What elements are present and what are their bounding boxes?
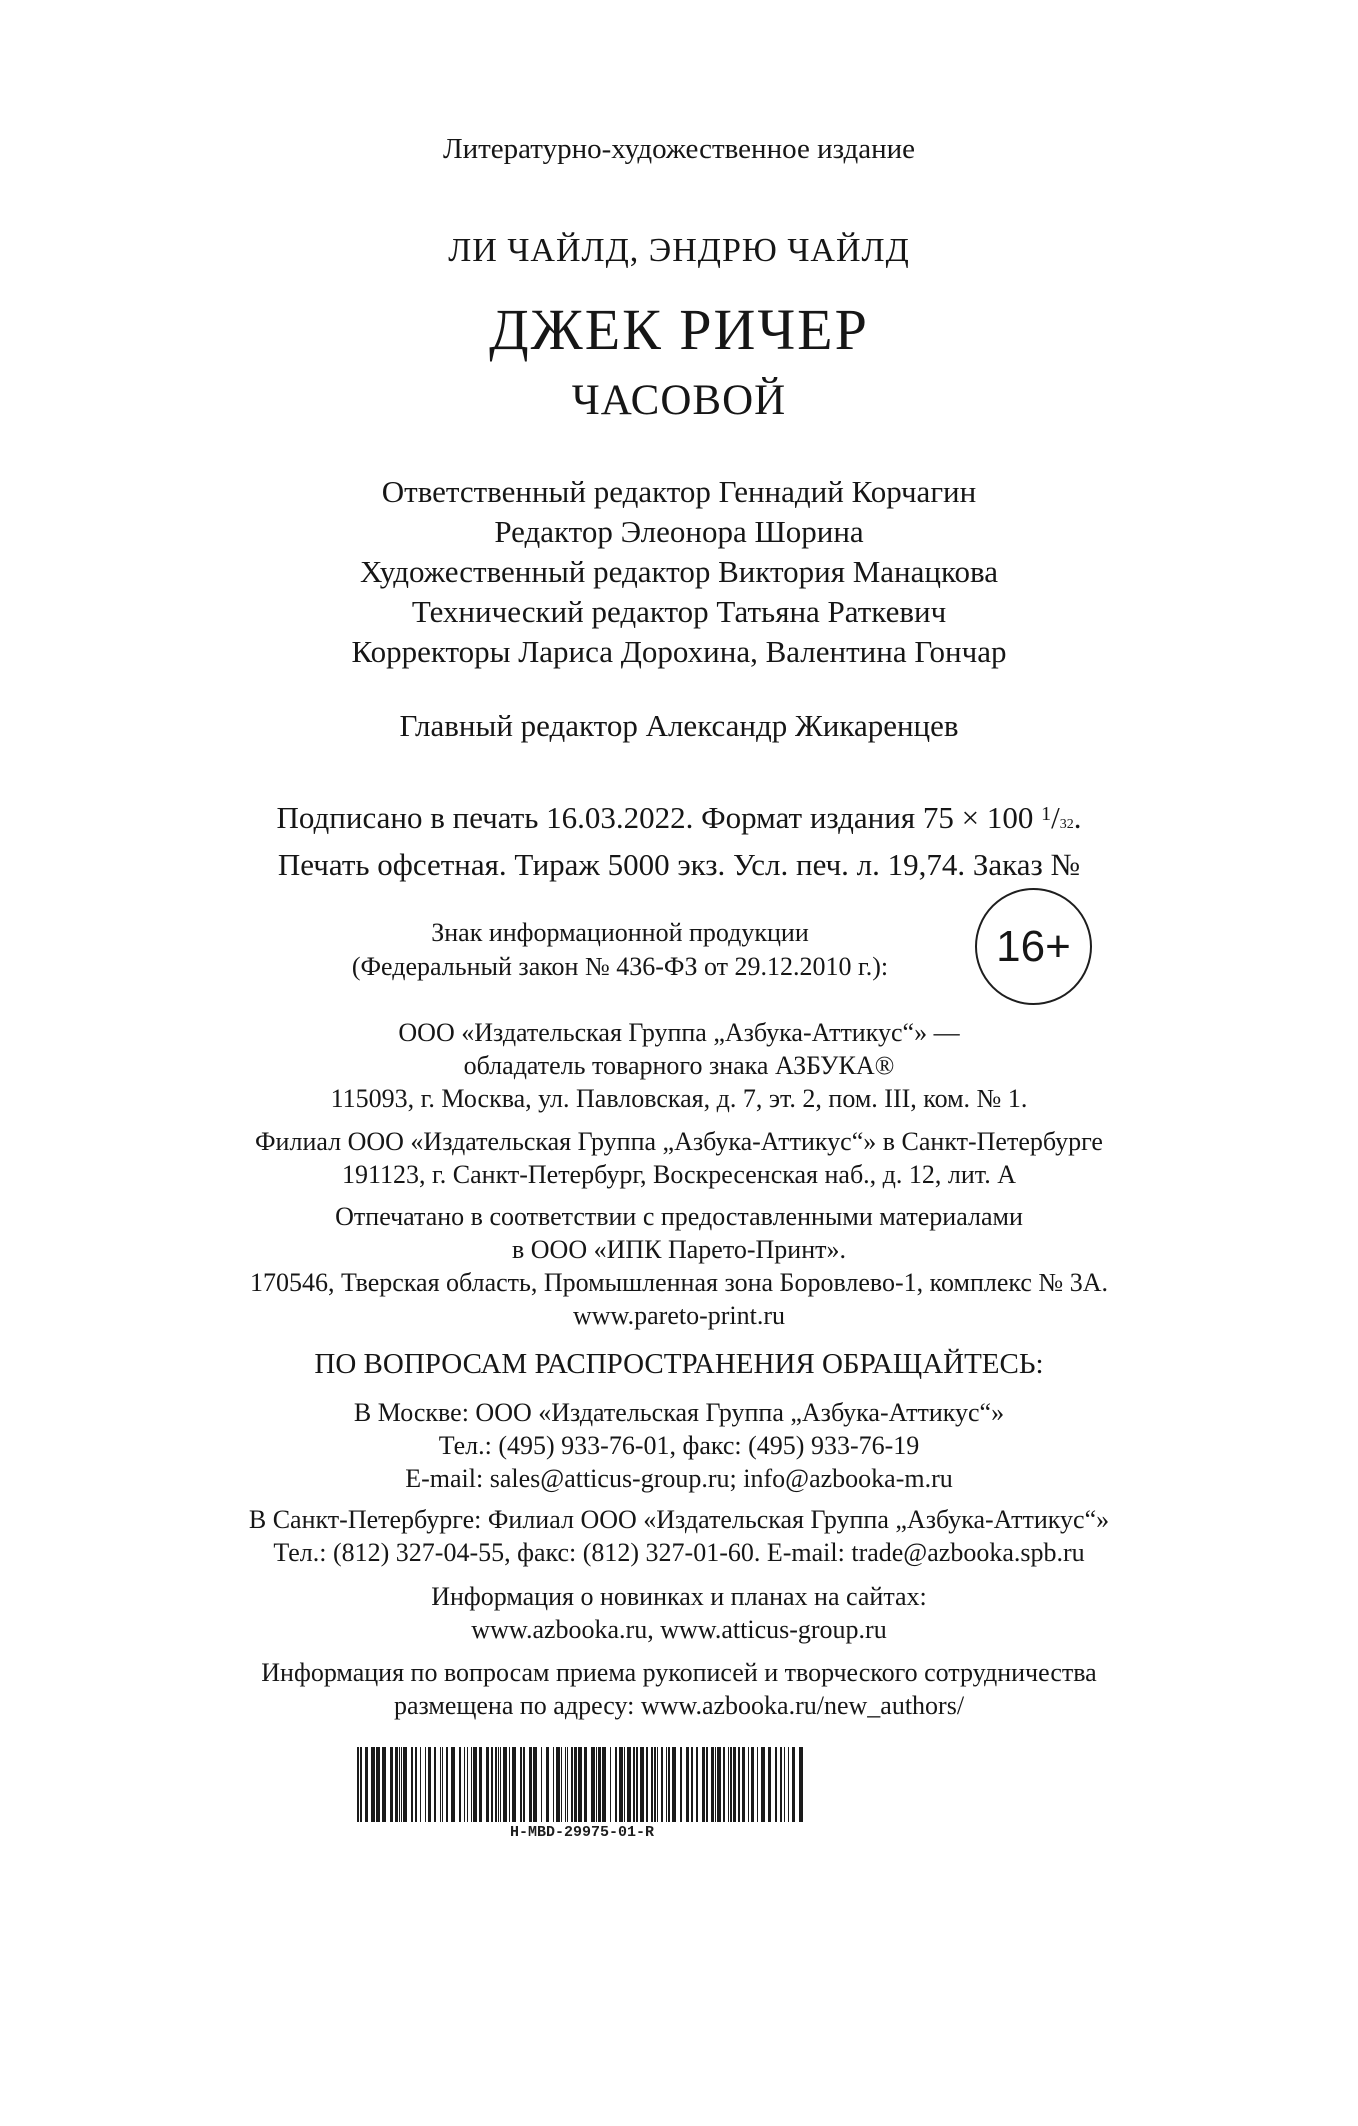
barcode-bar [784, 1747, 785, 1822]
barcode-bar [668, 1747, 670, 1822]
moscow-line-2: Тел.: (495) 933-76-01, факс: (495) 933-76-19 [438, 1431, 920, 1460]
publisher-line-1: ООО «Издательская Группа „Азбука-Аттикус“» — [398, 1018, 960, 1047]
barcode-bar [546, 1747, 549, 1822]
barcode-bar [661, 1747, 663, 1822]
barcode-bar [498, 1747, 499, 1822]
barcode-bar [395, 1747, 398, 1822]
barcode-bar [473, 1747, 477, 1822]
chief-editor: Главный редактор Александр Жикаренцев [399, 708, 959, 743]
credit-line: Технический редактор Татьяна Раткевич [411, 594, 947, 629]
manuscripts-line-2: размещена по адресу: www.azbooka.ru/new_authors/ [393, 1691, 965, 1720]
barcode-bar [715, 1747, 716, 1822]
barcode-bar [702, 1747, 705, 1822]
barcode-bar [565, 1747, 566, 1822]
barcode-bar [657, 1747, 658, 1822]
barcode-bar [672, 1747, 676, 1822]
barcode-bar [711, 1747, 714, 1822]
barcode-bar [533, 1747, 537, 1822]
barcode-bar [615, 1747, 617, 1822]
barcode-bar [596, 1747, 597, 1822]
barcode-bar [636, 1747, 638, 1822]
websites-line-1: Информация о новинках и планах на сайтах: [431, 1582, 927, 1611]
printer-line-4: www.pareto-print.ru [572, 1301, 786, 1330]
barcode-bar [420, 1747, 421, 1822]
age-label-line-2: (Федеральный закон № 436-ФЗ от 29.12.2010 г.): [351, 952, 889, 981]
barcode-bar [686, 1747, 689, 1822]
barcode-bar [627, 1747, 631, 1822]
authors: ЛИ ЧАЙЛД, ЭНДРЮ ЧАЙЛД [448, 232, 910, 269]
barcode-bar [761, 1747, 765, 1822]
printer-info [0, 1200, 1358, 1332]
barcode-bar [376, 1747, 380, 1822]
credit-line: Художественный редактор Виктория Манацкова [360, 554, 998, 589]
barcode-bar [738, 1747, 740, 1822]
barcode-bar [666, 1747, 667, 1822]
barcode-bar [574, 1747, 577, 1822]
websites-line-2: www.azbooka.ru, www.atticus-group.ru [471, 1615, 887, 1644]
barcode-bar [584, 1747, 587, 1822]
barcode-bar [541, 1747, 542, 1822]
barcode-bar [788, 1747, 789, 1822]
moscow-line-3: E-mail: sales@atticus-group.ru; info@azbooka-m.ru [405, 1464, 953, 1493]
barcode-bar [491, 1747, 493, 1822]
barcode-bar [503, 1747, 507, 1822]
series-title: ДЖЕК РИЧЕР [489, 297, 869, 362]
barcode-bar [440, 1747, 441, 1822]
format-numerator: 1 [1041, 803, 1052, 825]
imprint-line-1-text: Подписано в печать 16.03.2022. Формат издания 75 × 100 [276, 800, 1042, 835]
imprint-line-1: Подписано в печать 16.03.2022. Формат издания 75 × 100 $^1$/32. [276, 800, 1082, 835]
manuscripts-line-1: Информация по вопросам приема рукописей и творческого сотрудничества [261, 1658, 1097, 1687]
credits-list [0, 472, 1358, 672]
barcode-bar [730, 1747, 732, 1822]
barcode-bar [500, 1747, 501, 1822]
barcode-text: H-MBD-29975-01-R [509, 1824, 655, 1841]
barcode-bar [467, 1747, 468, 1822]
barcode-bar [464, 1747, 465, 1822]
distribution-moscow [0, 1396, 1358, 1495]
branch-info [0, 1125, 1358, 1191]
barcode-bar [495, 1747, 497, 1822]
barcode-bar [415, 1747, 417, 1822]
barcode-bar [640, 1747, 644, 1822]
barcode-bar [529, 1747, 532, 1822]
barcode-bar [654, 1747, 656, 1822]
barcode [357, 1747, 807, 1822]
barcode-bar [446, 1747, 448, 1822]
credit-line: Ответственный редактор Геннадий Корчагин [381, 474, 977, 509]
barcode-bar [486, 1747, 489, 1822]
printer-line-3: 170546, Тверская область, Промышленная зона Боровлево-1, комплекс № 3А. [250, 1268, 1108, 1297]
barcode-bar [360, 1747, 362, 1822]
barcode-bar [459, 1747, 461, 1822]
branch-line-1: Филиал ООО «Издательская Группа „Азбука-Аттикус“» в Санкт-Петербурге [255, 1127, 1103, 1156]
barcode-bar [382, 1747, 386, 1822]
barcode-bar [523, 1747, 525, 1822]
barcode-bar [451, 1747, 455, 1822]
barcode-bar [624, 1747, 625, 1822]
barcode-bar [723, 1747, 725, 1822]
barcode-bar [799, 1747, 803, 1822]
barcode-bar [651, 1747, 653, 1822]
barcode-bar [365, 1747, 368, 1822]
barcode-bar [610, 1747, 611, 1822]
barcode-bar [399, 1747, 400, 1822]
barcode-bar [696, 1747, 698, 1822]
barcode-bar [520, 1747, 522, 1822]
barcode-bar [553, 1747, 554, 1822]
barcode-bar [757, 1747, 758, 1822]
format-denominator: 32 [1059, 817, 1074, 832]
barcode-bar [728, 1747, 729, 1822]
barcode-bar [411, 1747, 413, 1822]
spb-line-2: Тел.: (812) 327-04-55, факс: (812) 327-01-60. E-mail: trade@azbooka.spb.ru [273, 1538, 1085, 1567]
imprint [0, 794, 1358, 885]
barcode-bar [571, 1747, 573, 1822]
barcode-bar [401, 1747, 402, 1822]
barcode-bar [633, 1747, 635, 1822]
barcode-bar [556, 1747, 560, 1822]
barcode-bar [748, 1747, 749, 1822]
barcode-bar [733, 1747, 736, 1822]
distribution-heading: ПО ВОПРОСАМ РАСПРОСТРАНЕНИЯ ОБРАЩАЙТЕСЬ: [314, 1348, 1044, 1380]
barcode-bar [792, 1747, 795, 1822]
barcode-bar [780, 1747, 782, 1822]
barcode-bar [371, 1747, 375, 1822]
book-title: ЧАСОВОЙ [571, 377, 787, 424]
barcode-bar [619, 1747, 623, 1822]
manuscripts-info [0, 1656, 1358, 1722]
barcode-bar [390, 1747, 393, 1822]
imprint-line-2: Печать офсетная. Тираж 5000 экз. Усл. печ. л. 19,74. Заказ № [277, 847, 1081, 882]
barcode-bar [403, 1747, 407, 1822]
barcode-bar [434, 1747, 436, 1822]
barcode-bar [442, 1747, 443, 1822]
age-label [290, 916, 950, 984]
spb-line-1: В Санкт-Петербурге: Филиал ООО «Издательская Группа „Азбука-Аттикус“» [248, 1505, 1110, 1534]
barcode-bar [425, 1747, 426, 1822]
publisher-info [0, 1016, 1358, 1115]
credit-line: Корректоры Лариса Дорохина, Валентина Гончар [351, 634, 1007, 669]
printer-line-1: Отпечатано в соответствии с предоставленными материалами [335, 1202, 1023, 1231]
branch-line-2: 191123, г. Санкт-Петербург, Воскресенская наб., д. 12, лит. А [342, 1160, 1016, 1189]
barcode-bar [717, 1747, 721, 1822]
barcode-bar [691, 1747, 693, 1822]
barcode-bar [428, 1747, 431, 1822]
barcode-bar [561, 1747, 562, 1822]
barcode-bar [567, 1747, 568, 1822]
publisher-line-2: обладатель товарного знака АЗБУКА® [463, 1051, 895, 1080]
barcode-bar [578, 1747, 582, 1822]
distribution-spb [0, 1503, 1358, 1569]
barcode-bar [742, 1747, 745, 1822]
printer-line-2: в ООО «ИПК Парето-Принт». [511, 1235, 846, 1264]
barcode-bar [479, 1747, 482, 1822]
barcode-bar [512, 1747, 516, 1822]
barcode-bar [598, 1747, 601, 1822]
barcode-bar [357, 1747, 359, 1822]
barcode-bar [751, 1747, 754, 1822]
age-label-line-1: Знак информационной продукции [431, 918, 809, 947]
age-rating-badge: 16+ [975, 888, 1092, 1005]
publisher-line-3: 115093, г. Москва, ул. Павловская, д. 7, эт. 2, пом. III, ком. № 1. [330, 1084, 1028, 1113]
barcode-bar [591, 1747, 595, 1822]
credit-line: Редактор Элеонора Шорина [494, 514, 864, 549]
barcode-bar [509, 1747, 510, 1822]
barcode-bar [471, 1747, 472, 1822]
edition-type: Литературно-художественное издание [442, 133, 916, 165]
barcode-bar [680, 1747, 682, 1822]
barcode-bar [706, 1747, 708, 1822]
websites-info [0, 1580, 1358, 1646]
moscow-line-1: В Москве: ООО «Издательская Группа „Азбука-Аттикус“» [353, 1398, 1005, 1427]
barcode-bar [775, 1747, 777, 1822]
barcode-bar [768, 1747, 771, 1822]
barcode-bar [646, 1747, 648, 1822]
barcode-bar [602, 1747, 606, 1822]
